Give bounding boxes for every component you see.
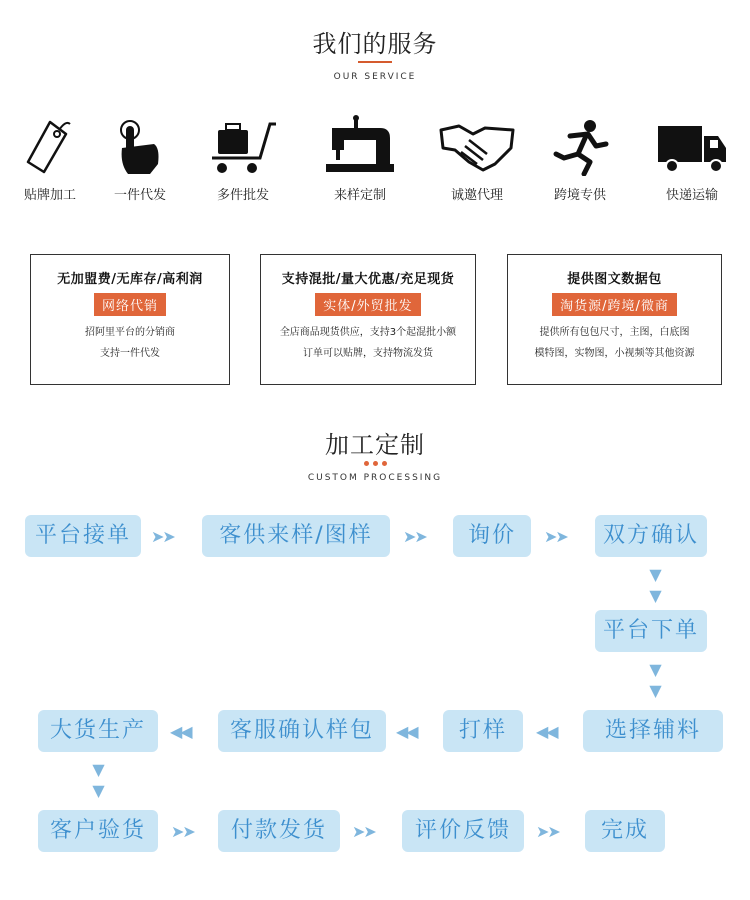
step-choose-accessories: 选择辅料 (583, 710, 723, 752)
box-tag: 实体/外贸批发 (315, 293, 420, 316)
box-line: 订单可以贴牌，支持物流发货 (303, 348, 433, 359)
step-review-feedback: 评价反馈 (402, 810, 524, 852)
service-subtitle: OUR SERVICE (333, 72, 417, 82)
step-platform-place-order: 平台下单 (595, 610, 707, 652)
handshake-icon (439, 118, 515, 176)
tag-icon (20, 118, 80, 176)
box-line: 模特图，实物图，小视频等其他资源 (534, 348, 695, 359)
hand-pointer-icon (110, 118, 170, 176)
service-item-crossborder (530, 118, 630, 203)
service-label: 跨境专供 (553, 188, 606, 203)
arrow-down-icon: ▼▼ (646, 565, 665, 607)
service-label: 多件批发 (216, 188, 269, 203)
info-box-online-resale (30, 254, 230, 385)
box-line: 提供所有包包尺寸，主图，白底图 (539, 327, 690, 338)
box-line: 支持一件代发 (100, 348, 160, 359)
box-line: 招阿里平台的分销商 (85, 327, 175, 338)
truck-icon (656, 118, 728, 176)
arrow-left-icon: ◀◀ (396, 722, 417, 741)
arrow-right-icon: ➤➤ (352, 822, 375, 841)
box-heading: 无加盟费/无库存/高利润 (57, 272, 203, 287)
step-mutual-confirm: 双方确认 (595, 515, 707, 557)
arrow-left-icon: ◀◀ (536, 722, 557, 741)
arrow-right-icon: ➤➤ (171, 822, 194, 841)
service-item-wholesale (193, 118, 293, 203)
running-person-icon (550, 118, 610, 176)
box-line: 全店商品现货供应，支持3个起混批小额 (279, 327, 457, 338)
title-underline (358, 61, 392, 63)
info-box-data-package (507, 254, 722, 385)
box-tag: 淘货源/跨境/微商 (552, 293, 677, 316)
step-payment-shipping: 付款发货 (218, 810, 340, 852)
step-cs-confirm-sample: 客服确认样包 (218, 710, 386, 752)
service-label: 诚邀代理 (450, 188, 503, 203)
step-inquiry: 询价 (453, 515, 531, 557)
step-platform-order: 平台接单 (25, 515, 141, 557)
step-mass-production: 大货生产 (38, 710, 158, 752)
box-tag: 网络代销 (94, 293, 166, 316)
arrow-left-icon: ◀◀ (170, 722, 191, 741)
service-item-custom (310, 114, 410, 203)
arrow-right-icon: ➤➤ (403, 527, 426, 546)
step-sampling: 打样 (443, 710, 523, 752)
processing-subtitle: CUSTOM PROCESSING (307, 473, 443, 483)
trolley-icon (208, 118, 278, 176)
service-label: 来样定制 (333, 188, 386, 203)
service-item-agent (427, 118, 527, 203)
sewing-machine-icon (324, 114, 396, 176)
step-customer-sample: 客供来样/图样 (202, 515, 390, 557)
step-customer-inspection: 客户验货 (38, 810, 158, 852)
service-title: 我们的服务 (312, 30, 438, 58)
arrow-right-icon: ➤➤ (544, 527, 567, 546)
arrow-down-icon: ▼▼ (646, 660, 665, 702)
box-heading: 支持混批/量大优惠/充足现货 (281, 272, 455, 287)
title-dots (0, 458, 750, 466)
service-item-delivery (642, 118, 742, 203)
info-box-wholesale (260, 254, 476, 385)
service-item-dropship (90, 118, 190, 203)
box-heading: 提供图文数据包 (567, 272, 662, 287)
arrow-down-icon: ▼▼ (89, 760, 108, 802)
step-complete: 完成 (585, 810, 665, 852)
service-label: 快递运输 (665, 188, 718, 203)
service-label: 贴牌加工 (23, 188, 76, 203)
processing-title: 加工定制 (325, 431, 425, 459)
service-label: 一件代发 (113, 188, 166, 203)
arrow-right-icon: ➤➤ (536, 822, 559, 841)
arrow-right-icon: ➤➤ (151, 527, 174, 546)
service-item-oem (0, 118, 100, 203)
